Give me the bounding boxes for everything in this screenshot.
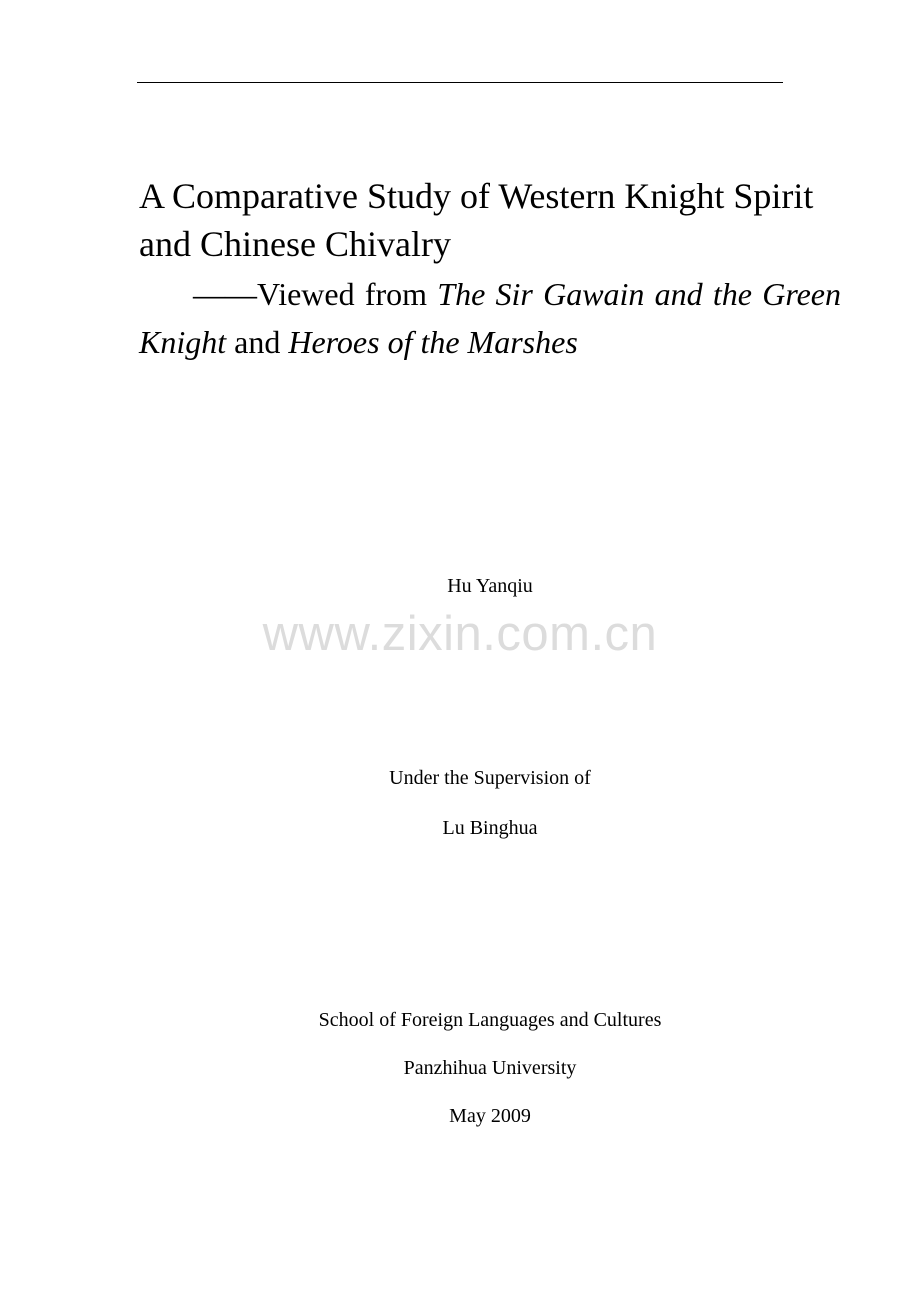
subtitle-conjunction: and bbox=[226, 324, 289, 360]
school-name: School of Foreign Languages and Cultures bbox=[318, 1009, 662, 1031]
author-name: Hu Yanqiu bbox=[447, 575, 533, 597]
supervisor-name: Lu Binghua bbox=[442, 817, 538, 839]
university-name: Panzhihua University bbox=[403, 1057, 577, 1079]
subtitle-work-marshes: Heroes of the Marshes bbox=[288, 324, 578, 360]
subtitle-dash: —— bbox=[193, 276, 257, 312]
subtitle-work-gawain: The Sir Gawain and the Green Knight bbox=[139, 276, 841, 360]
top-rule-divider bbox=[137, 82, 783, 83]
supervision-label: Under the Supervision of bbox=[389, 767, 591, 789]
subtitle-viewed-from: Viewed from bbox=[257, 276, 438, 312]
thesis-title: A Comparative Study of Western Knight Spirit and Chinese Chivalry bbox=[139, 176, 814, 264]
submission-date: May 2009 bbox=[449, 1105, 531, 1127]
thesis-subtitle bbox=[139, 270, 841, 366]
watermark-text: www.zixin.com.cn bbox=[262, 607, 658, 661]
